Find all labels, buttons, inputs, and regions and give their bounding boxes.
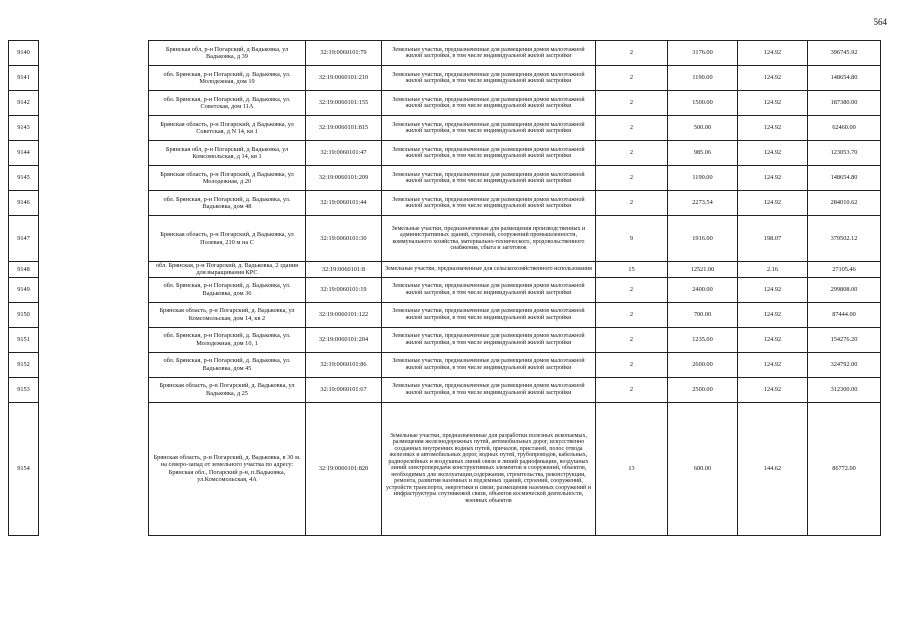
- cell-num: 9152: [9, 352, 39, 377]
- cell-purpose: Земельные участки, предназначенные для размещения домов малоэтажной жилой застройки, в том числе индивидуальной жилой застройки: [382, 141, 596, 166]
- cell-rate: 124.92: [738, 377, 808, 402]
- cadastral-table: [8, 40, 881, 536]
- cell-purpose: Земельные участки, предназначенные для размещения домов малоэтажной жилой застройки, в том числе индивидуальной жилой застройки: [382, 41, 596, 66]
- cell-purpose: Земельные участки, предназначенные для размещения домов малоэтажной жилой застройки, в том числе индивидуальной жилой застройки: [382, 277, 596, 302]
- table-row: [9, 66, 881, 91]
- cell-cadastral: 32:19:0060101:8: [306, 262, 382, 278]
- table-row: [9, 91, 881, 116]
- table-row: [9, 262, 881, 278]
- spacer-cell: [39, 262, 149, 278]
- cell-cadastral: 32:19:0060101:210: [306, 66, 382, 91]
- cell-value: 299808.00: [808, 277, 881, 302]
- cell-rate: 124.92: [738, 302, 808, 327]
- cell-area: 985.06: [668, 141, 738, 166]
- cell-group: 2: [596, 166, 668, 191]
- cell-cadastral: 32:19:0060101:19: [306, 277, 382, 302]
- cell-address: обл. Брянская, р-н Погарский, д. Вадьковка, ул. Вадьковка, дом 36: [149, 277, 306, 302]
- cell-address: обл. Брянская, р-н Погарский, д. Вадьковка, ул. Молодежная, дом 19: [149, 66, 306, 91]
- cell-value: 324792.00: [808, 352, 881, 377]
- cell-area: 700.00: [668, 302, 738, 327]
- cell-num: 9151: [9, 327, 39, 352]
- cell-value: 284010.62: [808, 191, 881, 216]
- table-row: [9, 116, 881, 141]
- cell-group: 2: [596, 91, 668, 116]
- cell-rate: 124.92: [738, 41, 808, 66]
- cell-cadastral: 32:19:0060101:204: [306, 327, 382, 352]
- cell-address: Брянская область, р-н Погарский, д Вадьковка, ул Полевая, 210 м на С: [149, 216, 306, 262]
- cell-purpose: Земельные участки, предназначенные для размещения домов малоэтажной жилой застройки, в том числе индивидуальной жилой застройки: [382, 166, 596, 191]
- cell-area: 500.00: [668, 116, 738, 141]
- spacer-cell: [39, 91, 149, 116]
- cell-address: Брянская область, р-н Погарский, д. Вадьковка, ул Вадьковка, д 25: [149, 377, 306, 402]
- cell-address: обл. Брянская, р-н Погарский, д. Вадьковка, ул. Вадьковка, дом 48: [149, 191, 306, 216]
- cell-num: 9144: [9, 141, 39, 166]
- cell-cadastral: 32:19:0060101:30: [306, 216, 382, 262]
- cell-cadastral: 32:19:0060101:79: [306, 41, 382, 66]
- cell-purpose: Земельные участки, предназначенные для размещения домов малоэтажной жилой застройки, в том числе индивидуальной жилой застройки: [382, 377, 596, 402]
- table-body: [9, 41, 881, 536]
- cell-cadastral: 32:19:0060101:820: [306, 402, 382, 535]
- cell-purpose: Земельные участки, предназначенные для размещения производственных и административных зданий, строений, сооружений промышленности, коммунального хозяйства, материально-технического, продовольственного снабжения, сбыта и заготовок: [382, 216, 596, 262]
- cell-rate: 124.92: [738, 166, 808, 191]
- cell-purpose: Земельные участки, предназначенные для разработки полезных ископаемых, размещения железнодорожных путей, автомобильных дорог, искусственно созданных внутренних водных путей, причалов, пристаней, полос отвода железных и автомобильных дорог, водных путей, трубопроводов, кабельных, радиорелейных и воздушных линий связи и линий радиофикации, воздушных линий электропередачи конструктивных элементов и сооружений, объектов, необходимых для эксплуатации,содержания, строительства, реконструкции, ремонта, развития наземных и подземных зданий, строений, сооружений, устройств транспорта, энергетики и связи; размещения наземных сооружений и инфраструктуры спутниковой связи, объектов космической деятельности, военных объектов: [382, 402, 596, 535]
- cell-value: 87444.00: [808, 302, 881, 327]
- cell-area: 2600.00: [668, 352, 738, 377]
- spacer-cell: [39, 302, 149, 327]
- cell-cadastral: 32:19:0060101:815: [306, 116, 382, 141]
- cell-address: обл. Брянская, р-н Погарский, д. Вадьковка, 2 здания для выращивания КРС: [149, 262, 306, 278]
- cell-num: 9146: [9, 191, 39, 216]
- cell-num: 9142: [9, 91, 39, 116]
- cell-rate: 2.16: [738, 262, 808, 278]
- cell-rate: 124.92: [738, 66, 808, 91]
- cell-cadastral: 32:19:0060101:44: [306, 191, 382, 216]
- cell-cadastral: 32:19:0060101:209: [306, 166, 382, 191]
- cell-cadastral: 32:19:0060101:47: [306, 141, 382, 166]
- cell-cadastral: 32:19:0060101:155: [306, 91, 382, 116]
- cell-group: 2: [596, 377, 668, 402]
- cell-address: обл. Брянская, р-н Погарский, д. Вадьковка, ул. Вадьковка, дом 45: [149, 352, 306, 377]
- cell-area: 3176.00: [668, 41, 738, 66]
- cell-num: 9148: [9, 262, 39, 278]
- cell-rate: 198.07: [738, 216, 808, 262]
- table-row: [9, 327, 881, 352]
- cell-value: 187380.00: [808, 91, 881, 116]
- cell-address: Брянская обл, р-н Погарский, д Вадьковка, ул Вадьковка, д 39: [149, 41, 306, 66]
- cell-value: 379502.12: [808, 216, 881, 262]
- cell-area: 1190.00: [668, 166, 738, 191]
- cell-group: 2: [596, 277, 668, 302]
- cell-value: 312300.00: [808, 377, 881, 402]
- cell-group: 15: [596, 262, 668, 278]
- cell-address: обл. Брянская, р-н Погарский, д. Вадьковка, ул. Советская, дом 11А: [149, 91, 306, 116]
- table-row: [9, 377, 881, 402]
- cell-address: Брянская область, р-н Погарский, д Вадьковка, ул Советская, д N 14, кв 1: [149, 116, 306, 141]
- table-row: [9, 402, 881, 535]
- cell-area: 600.00: [668, 402, 738, 535]
- spacer-cell: [39, 327, 149, 352]
- table-row: [9, 302, 881, 327]
- cell-rate: 144.62: [738, 402, 808, 535]
- cell-cadastral: 32:19:0060101:86: [306, 352, 382, 377]
- cell-purpose: Земельные участки, предназначенные для размещения домов малоэтажной жилой застройки, в том числе индивидуальной жилой застройки: [382, 302, 596, 327]
- table-row: [9, 166, 881, 191]
- cell-value: 148654.80: [808, 166, 881, 191]
- spacer-cell: [39, 352, 149, 377]
- cell-num: 9147: [9, 216, 39, 262]
- cell-value: 27105.46: [808, 262, 881, 278]
- table-row: [9, 216, 881, 262]
- spacer-cell: [39, 402, 149, 535]
- cell-group: 9: [596, 216, 668, 262]
- cell-purpose: Земельные участки, предназначенные для размещения домов малоэтажной жилой застройки, в том числе индивидуальной жилой застройки: [382, 352, 596, 377]
- cell-group: 2: [596, 327, 668, 352]
- cell-value: 154276.20: [808, 327, 881, 352]
- cell-group: 2: [596, 66, 668, 91]
- cell-value: 396745.92: [808, 41, 881, 66]
- cell-rate: 124.92: [738, 352, 808, 377]
- cell-area: 1500.00: [668, 91, 738, 116]
- cell-purpose: Земельные участки, предназначенные для размещения домов малоэтажной жилой застройки, в том числе индивидуальной жилой застройки: [382, 116, 596, 141]
- cell-value: 123053.70: [808, 141, 881, 166]
- cell-address: Брянская обл, р-н Погарский, д Вадьковка, ул Комсомольская, д 14, кв 1: [149, 141, 306, 166]
- cell-address: Брянская область, р-н Погарский, д Вадьковка, ул Молодежная, д 20: [149, 166, 306, 191]
- cell-rate: 124.92: [738, 191, 808, 216]
- spacer-cell: [39, 66, 149, 91]
- cell-num: 9154: [9, 402, 39, 535]
- cell-rate: 124.92: [738, 116, 808, 141]
- table-row: [9, 277, 881, 302]
- cell-group: 2: [596, 141, 668, 166]
- cell-area: 2273.54: [668, 191, 738, 216]
- spacer-cell: [39, 377, 149, 402]
- table-row: [9, 141, 881, 166]
- cell-purpose: Земельные участки, предназначенные для размещения домов малоэтажной жилой застройки, в том числе индивидуальной жилой застройки: [382, 327, 596, 352]
- cell-rate: 124.92: [738, 277, 808, 302]
- cell-cadastral: 32:19:0060101:122: [306, 302, 382, 327]
- table-row: [9, 191, 881, 216]
- cell-area: 2500.00: [668, 377, 738, 402]
- cell-group: 2: [596, 191, 668, 216]
- cell-purpose: Земельные участки, предназначенные для размещения домов малоэтажной жилой застройки, в том числе индивидуальной жилой застройки: [382, 66, 596, 91]
- cell-area: 12521.00: [668, 262, 738, 278]
- cell-rate: 124.92: [738, 91, 808, 116]
- cell-group: 2: [596, 41, 668, 66]
- page-number: 564: [873, 17, 887, 27]
- spacer-cell: [39, 166, 149, 191]
- cell-group: 13: [596, 402, 668, 535]
- spacer-cell: [39, 277, 149, 302]
- cell-num: 9145: [9, 166, 39, 191]
- spacer-cell: [39, 141, 149, 166]
- cell-group: 2: [596, 116, 668, 141]
- cell-purpose: Земельные участки, предназначенные для размещения домов малоэтажной жилой застройки, в том числе индивидуальной жилой застройки: [382, 91, 596, 116]
- cell-num: 9150: [9, 302, 39, 327]
- cell-value: 62460.00: [808, 116, 881, 141]
- cell-value: 148654.80: [808, 66, 881, 91]
- cell-area: 1235.00: [668, 327, 738, 352]
- cell-area: 1916.00: [668, 216, 738, 262]
- cell-group: 2: [596, 352, 668, 377]
- cell-rate: 124.92: [738, 327, 808, 352]
- cell-group: 2: [596, 302, 668, 327]
- spacer-cell: [39, 191, 149, 216]
- cell-num: 9141: [9, 66, 39, 91]
- cell-num: 9149: [9, 277, 39, 302]
- cell-rate: 124.92: [738, 141, 808, 166]
- cell-address: Брянская область, р-н Погарский, д. Вадьковка, в 30 м. на северо-запад от земельного участка по адресу: Брянская обл., Погарский р-н, п.Вадьковка, ул.Комсомольская, 4А: [149, 402, 306, 535]
- cell-num: 9140: [9, 41, 39, 66]
- cell-num: 9153: [9, 377, 39, 402]
- cell-address: Брянская область, р-н Погарский, д. Вадьковка, ул Комсомольская, дом 14, кв 2: [149, 302, 306, 327]
- cell-cadastral: 32:19:0060101:67: [306, 377, 382, 402]
- table-row: [9, 352, 881, 377]
- spacer-cell: [39, 216, 149, 262]
- cell-purpose: Земельные участки, предназначенные для сельскохозяйственного использования: [382, 262, 596, 278]
- cell-value: 86772.00: [808, 402, 881, 535]
- cell-address: обл. Брянская, р-н Погарский, д. Вадьковка, ул. Молодежная, дом 10, 1: [149, 327, 306, 352]
- spacer-cell: [39, 116, 149, 141]
- table-row: [9, 41, 881, 66]
- cell-purpose: Земельные участки, предназначенные для размещения домов малоэтажной жилой застройки, в том числе индивидуальной жилой застройки: [382, 191, 596, 216]
- cell-area: 1190.00: [668, 66, 738, 91]
- cell-area: 2400.00: [668, 277, 738, 302]
- spacer-cell: [39, 41, 149, 66]
- cell-num: 9143: [9, 116, 39, 141]
